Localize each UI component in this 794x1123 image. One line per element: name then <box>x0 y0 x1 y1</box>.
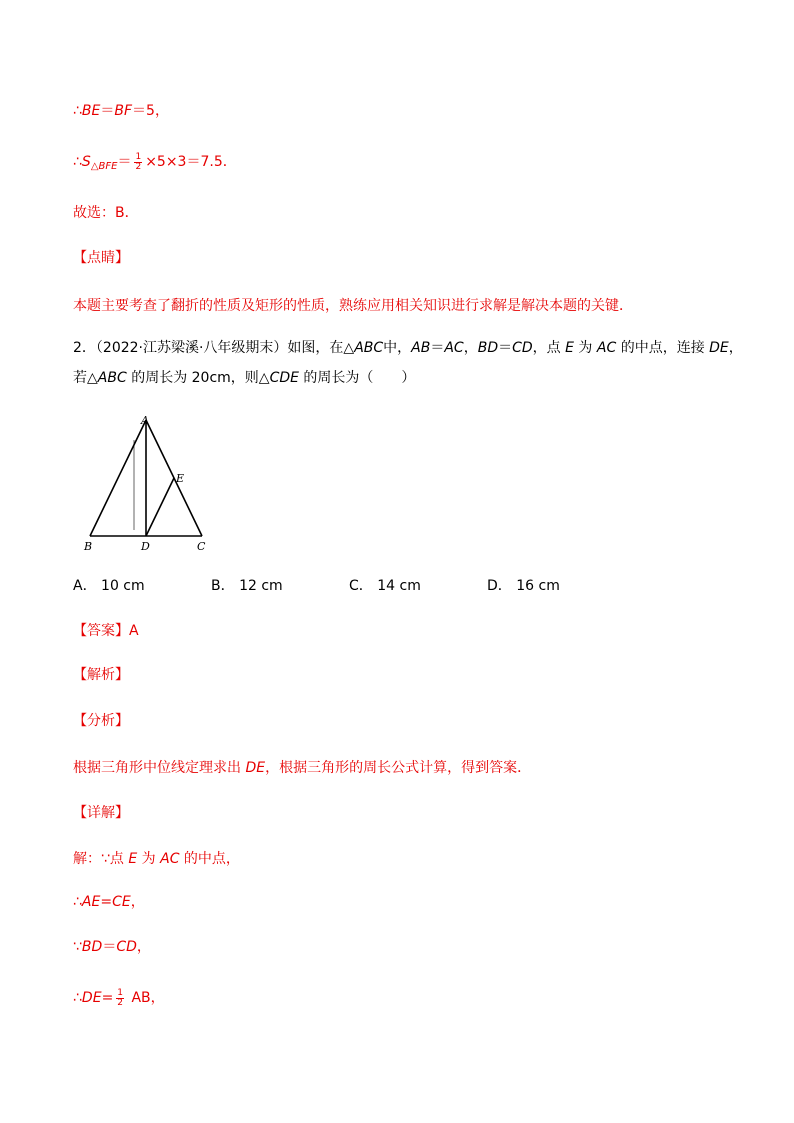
var: DE <box>81 990 102 1006</box>
text-run: 为 <box>573 340 597 356</box>
var: AB <box>411 340 431 356</box>
area-symbol: S <box>81 154 91 170</box>
equals-sign: ＝ <box>102 939 117 955</box>
equals-sign: ＝ <box>117 154 132 170</box>
option-value: 14 cm <box>377 578 421 594</box>
option-c <box>349 576 421 596</box>
fraction-numerator: 1 <box>135 151 142 162</box>
fraction-numerator: 1 <box>117 987 124 998</box>
var-bf: BF <box>114 103 133 119</box>
var: CDE <box>269 370 299 386</box>
question-2-line-2 <box>73 368 415 388</box>
var: AC <box>444 340 464 356</box>
var: CD <box>512 340 533 356</box>
answer-line <box>73 621 139 641</box>
equals-sign: ＝ <box>100 103 115 119</box>
text-run: ＝ <box>430 340 445 356</box>
jiexi-heading: 【解析】 <box>73 667 129 683</box>
label-d: D <box>141 540 150 553</box>
triangle-name: BFE <box>98 161 118 172</box>
solution-step-2 <box>73 892 145 912</box>
text-run: 的中点， <box>179 851 240 867</box>
var: BD <box>477 340 499 356</box>
label-c: C <box>197 540 206 553</box>
label-b: B <box>84 540 93 553</box>
triangle-symbol: △ <box>90 161 99 172</box>
therefore-symbol: ∴ <box>73 894 82 910</box>
fraction-half <box>116 989 124 1008</box>
value-text: ＝5， <box>132 103 169 119</box>
var: BD <box>81 939 103 955</box>
text-run: 2．（2022·江苏梁溪·八年级期末）如图，在△ <box>73 340 355 356</box>
equals-sign: = <box>101 990 114 1006</box>
expression: AE=CE <box>81 894 131 910</box>
option-label: D． <box>487 578 512 594</box>
therefore-symbol: ∴ <box>73 154 82 170</box>
option-label: A． <box>73 578 97 594</box>
fraction-denominator: 2 <box>117 997 124 1008</box>
option-b <box>211 576 283 596</box>
var-be: BE <box>81 103 101 119</box>
option-a <box>73 576 145 596</box>
question-2-line-1 <box>73 338 743 358</box>
text-run: AB， <box>127 990 165 1006</box>
triangle-figure <box>80 410 230 560</box>
var: E <box>565 340 574 356</box>
fraction-denominator: 2 <box>135 161 142 172</box>
text-run: 为 <box>137 851 161 867</box>
var: DE <box>245 760 266 776</box>
var: AC <box>160 851 180 867</box>
text-run: ＝ <box>498 340 513 356</box>
xiangjie-heading: 【详解】 <box>73 805 129 821</box>
var: DE <box>709 340 729 356</box>
var: AC <box>596 340 617 356</box>
text-run: ， <box>130 894 145 910</box>
dianjing-heading: 【点睛】 <box>73 250 129 266</box>
option-value: 10 cm <box>101 578 145 594</box>
option-label: B． <box>211 578 235 594</box>
text-run: 的周长为 20cm，则△ <box>126 370 270 386</box>
solution-step-3 <box>73 937 151 957</box>
label-a: A <box>141 414 149 427</box>
text-run: 的周长为（ ） <box>298 370 416 386</box>
answer-heading: 【答案】 <box>73 623 129 639</box>
area-subscript <box>91 161 118 172</box>
text-run: 若△ <box>73 370 98 386</box>
option-value: 12 cm <box>239 578 283 594</box>
fraction-half <box>134 153 142 172</box>
text-run: 解：∵点 <box>73 851 129 867</box>
text-run: ， <box>463 340 478 356</box>
option-d <box>487 576 560 596</box>
choice-line: 故选：B． <box>73 205 139 221</box>
text-run: 中， <box>383 340 412 356</box>
fenxi-text <box>73 758 531 778</box>
segment-ab <box>90 420 146 536</box>
solution-step-1 <box>73 849 240 869</box>
expression-text: ×5×3＝7.5． <box>145 154 237 170</box>
solution-step-4 <box>73 988 165 1008</box>
dianjing-text: 本题主要考查了翻折的性质及矩形的性质，熟练应用相关知识进行求解是解决本题的关键． <box>73 298 633 314</box>
step-area <box>73 152 237 177</box>
text-run: ，根据三角形的周长公式计算，得到答案． <box>265 760 532 776</box>
label-e: E <box>176 472 185 485</box>
var: E <box>128 851 138 867</box>
text-run: ，点 <box>532 340 566 356</box>
text-run: ， <box>728 340 743 356</box>
text-run: 的中点，连接 <box>616 340 710 356</box>
option-label: C． <box>349 578 373 594</box>
text-run: ， <box>136 939 151 955</box>
answer-value: A <box>129 623 139 639</box>
step-be-bf <box>73 101 169 121</box>
var: ABC <box>97 370 127 386</box>
fenxi-heading: 【分析】 <box>73 713 129 729</box>
option-value: 16 cm <box>516 578 560 594</box>
because-symbol: ∵ <box>73 939 82 955</box>
var: ABC <box>354 340 384 356</box>
therefore-symbol: ∴ <box>73 103 82 119</box>
segment-de <box>146 478 174 536</box>
text-run: 根据三角形中位线定理求出 <box>73 760 246 776</box>
var: CD <box>116 939 137 955</box>
therefore-symbol: ∴ <box>73 990 82 1006</box>
